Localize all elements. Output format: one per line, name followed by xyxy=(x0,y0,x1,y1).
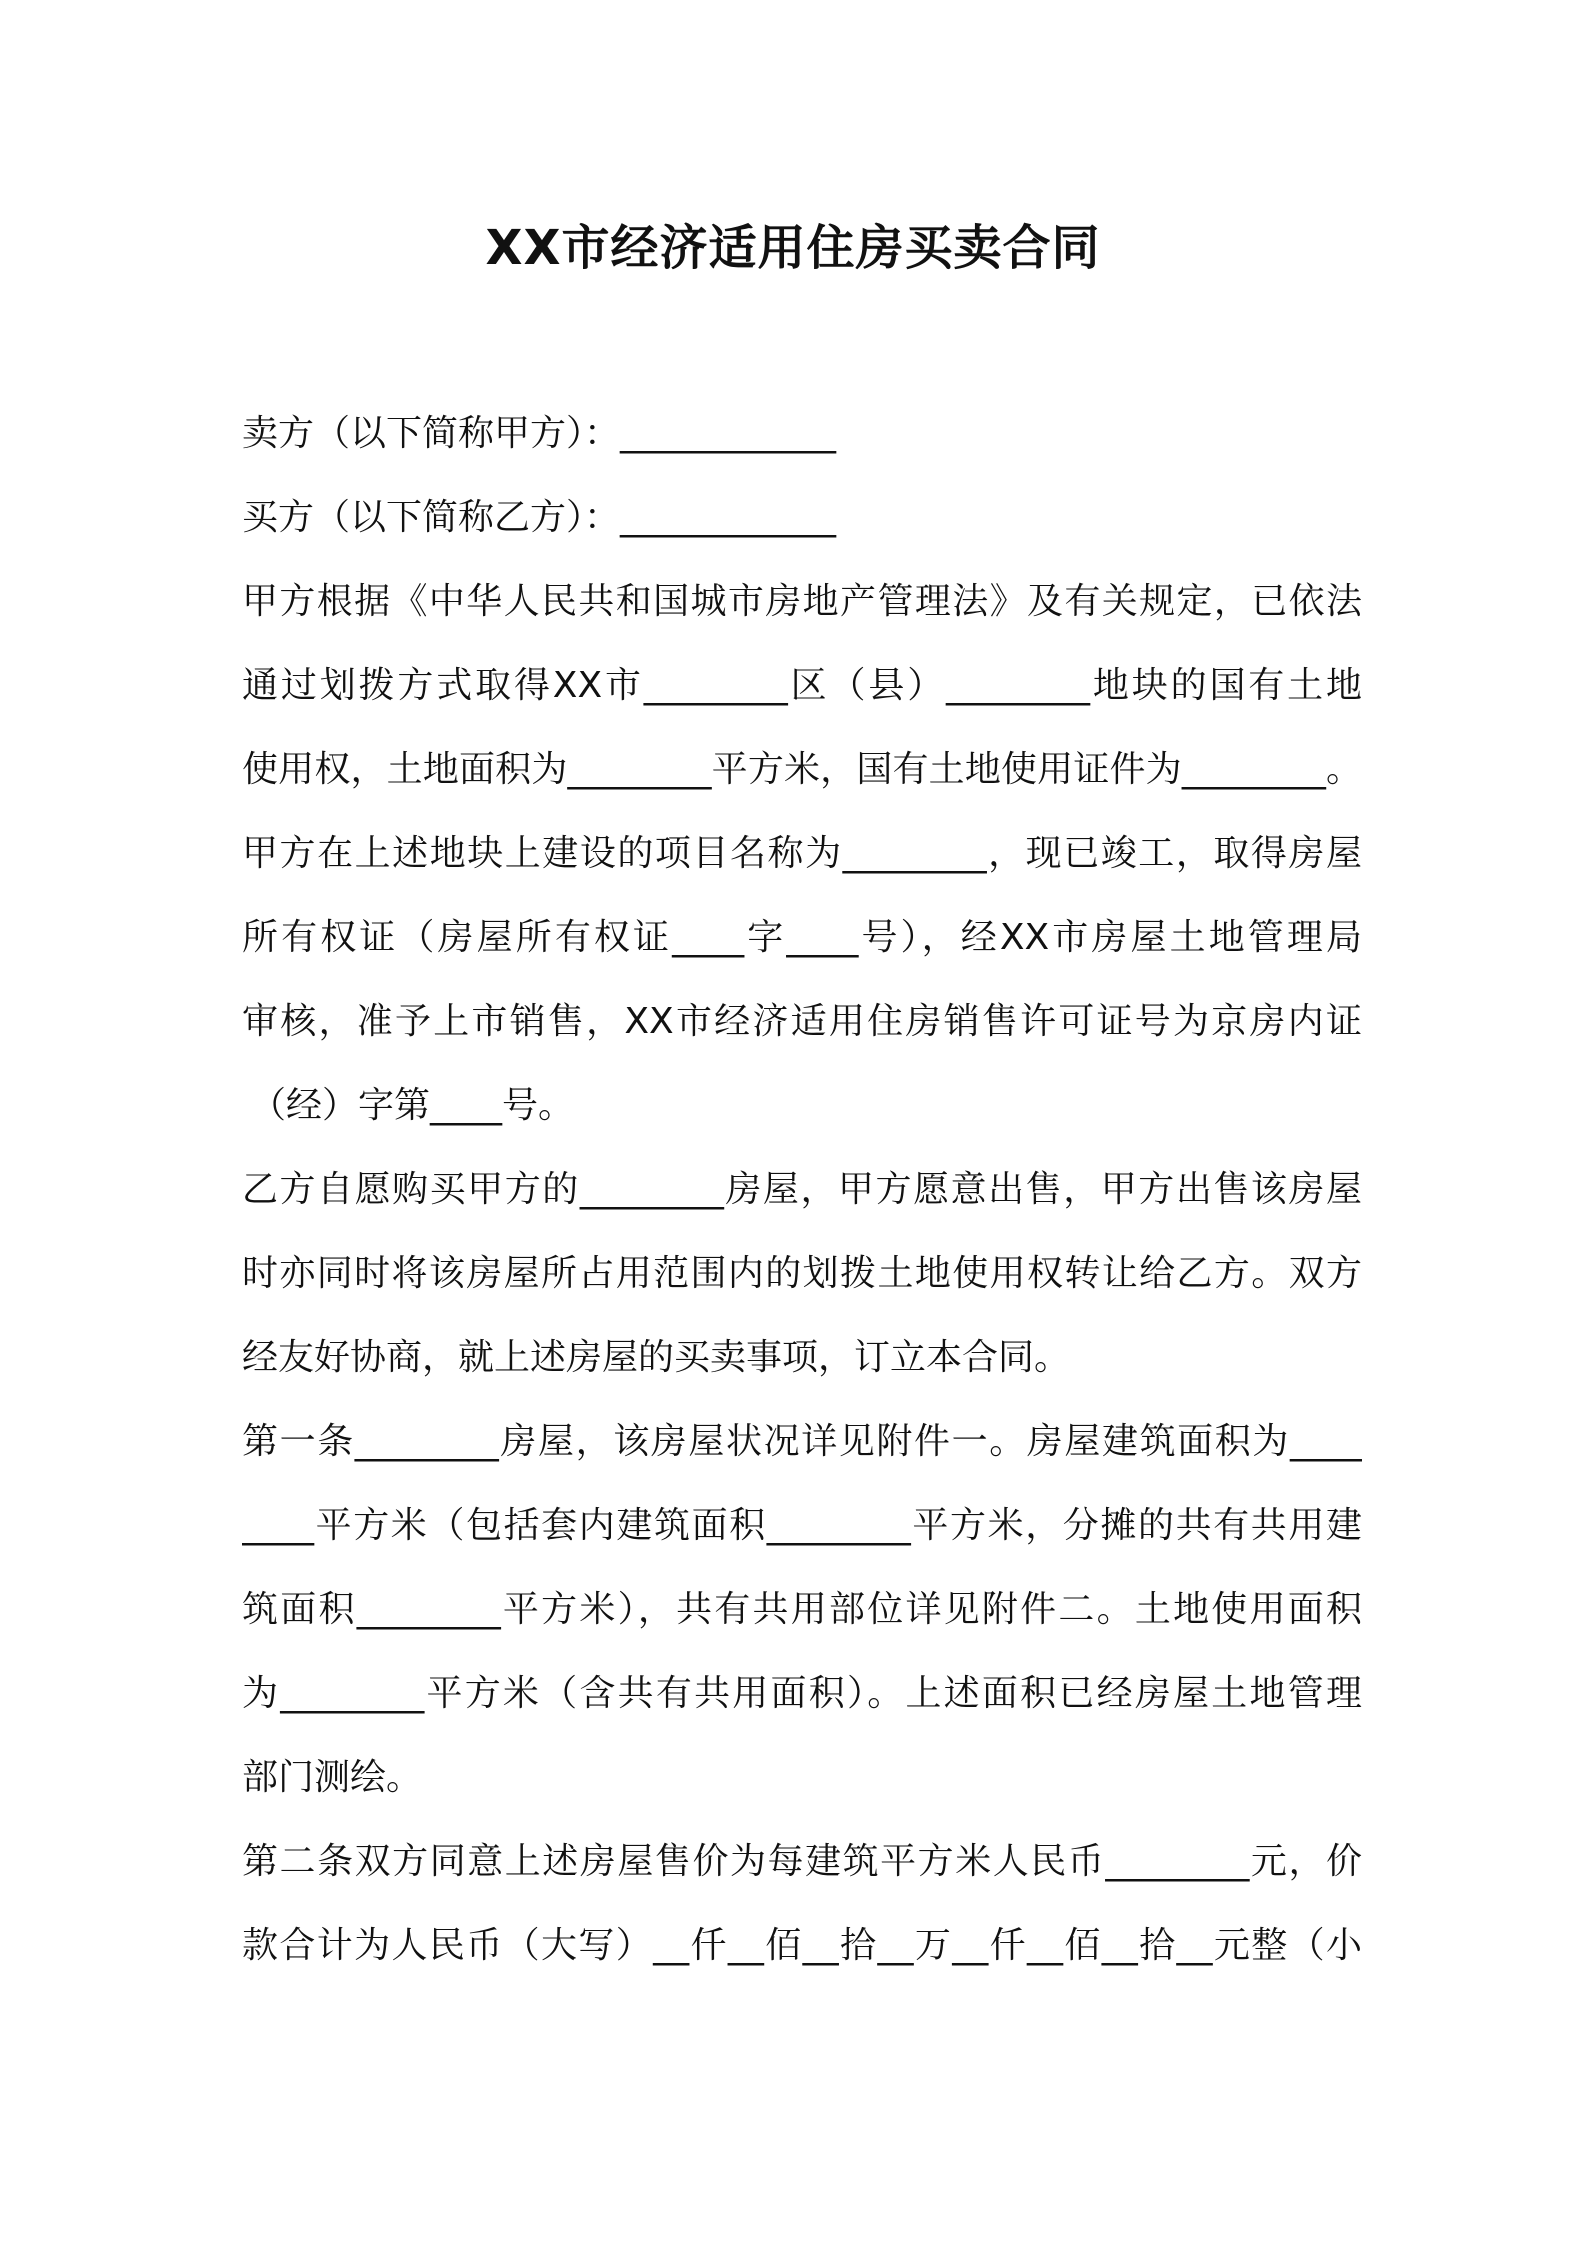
paragraph-line: 时亦同时将该房屋所占用范围内的划拨土地使用权转让给乙方。双方 xyxy=(242,1253,1362,1294)
article-line: 款合计为人民币（大写）__仟__佰__拾__万__仟__佰__拾__元整（小 xyxy=(242,1925,1362,1966)
article-line: 第一条________房屋，该房屋状况详见附件一。房屋建筑面积为____ xyxy=(242,1421,1362,1462)
paragraph-line: （经）字第____号。 xyxy=(250,1085,575,1126)
paragraph-line: 乙方自愿购买甲方的________房屋，甲方愿意出售，甲方出售该房屋 xyxy=(242,1169,1362,1210)
paragraph-line: 审核，准予上市销售，XX市经济适用住房销售许可证号为京房内证 xyxy=(242,1001,1362,1042)
paragraph-line: 甲方在上述地块上建设的项目名称为________，现已竣工，取得房屋 xyxy=(242,833,1362,874)
buyer-line: 买方（以下简称乙方）：____________ xyxy=(242,497,837,538)
document-title: XX市经济适用住房买卖合同 xyxy=(485,220,1101,276)
paragraph-line: 所有权证（房屋所有权证____字____号），经XX市房屋土地管理局 xyxy=(242,917,1362,958)
paragraph-line: 甲方根据《中华人民共和国城市房地产管理法》及有关规定，已依法 xyxy=(242,581,1362,622)
article-line: 为________平方米（含共有共用面积）。上述面积已经房屋土地管理 xyxy=(242,1673,1362,1714)
article-line: 部门测绘。 xyxy=(242,1757,423,1798)
article-line: 筑面积________平方米），共有共用部位详见附件二。土地使用面积 xyxy=(242,1589,1362,1630)
paragraph-line: 经友好协商，就上述房屋的买卖事项，订立本合同。 xyxy=(242,1337,1071,1378)
paragraph-line: 通过划拨方式取得XX市________区（县）________地块的国有土地 xyxy=(242,665,1362,706)
article-line: 第二条双方同意上述房屋售价为每建筑平方米人民币________元，价 xyxy=(242,1841,1362,1882)
article-line: ____平方米（包括套内建筑面积________平方米，分摊的共有共用建 xyxy=(242,1505,1362,1546)
seller-line: 卖方（以下简称甲方）：____________ xyxy=(242,413,837,454)
paragraph-line: 使用权，土地面积为________平方米，国有土地使用证件为________。 xyxy=(242,749,1362,790)
